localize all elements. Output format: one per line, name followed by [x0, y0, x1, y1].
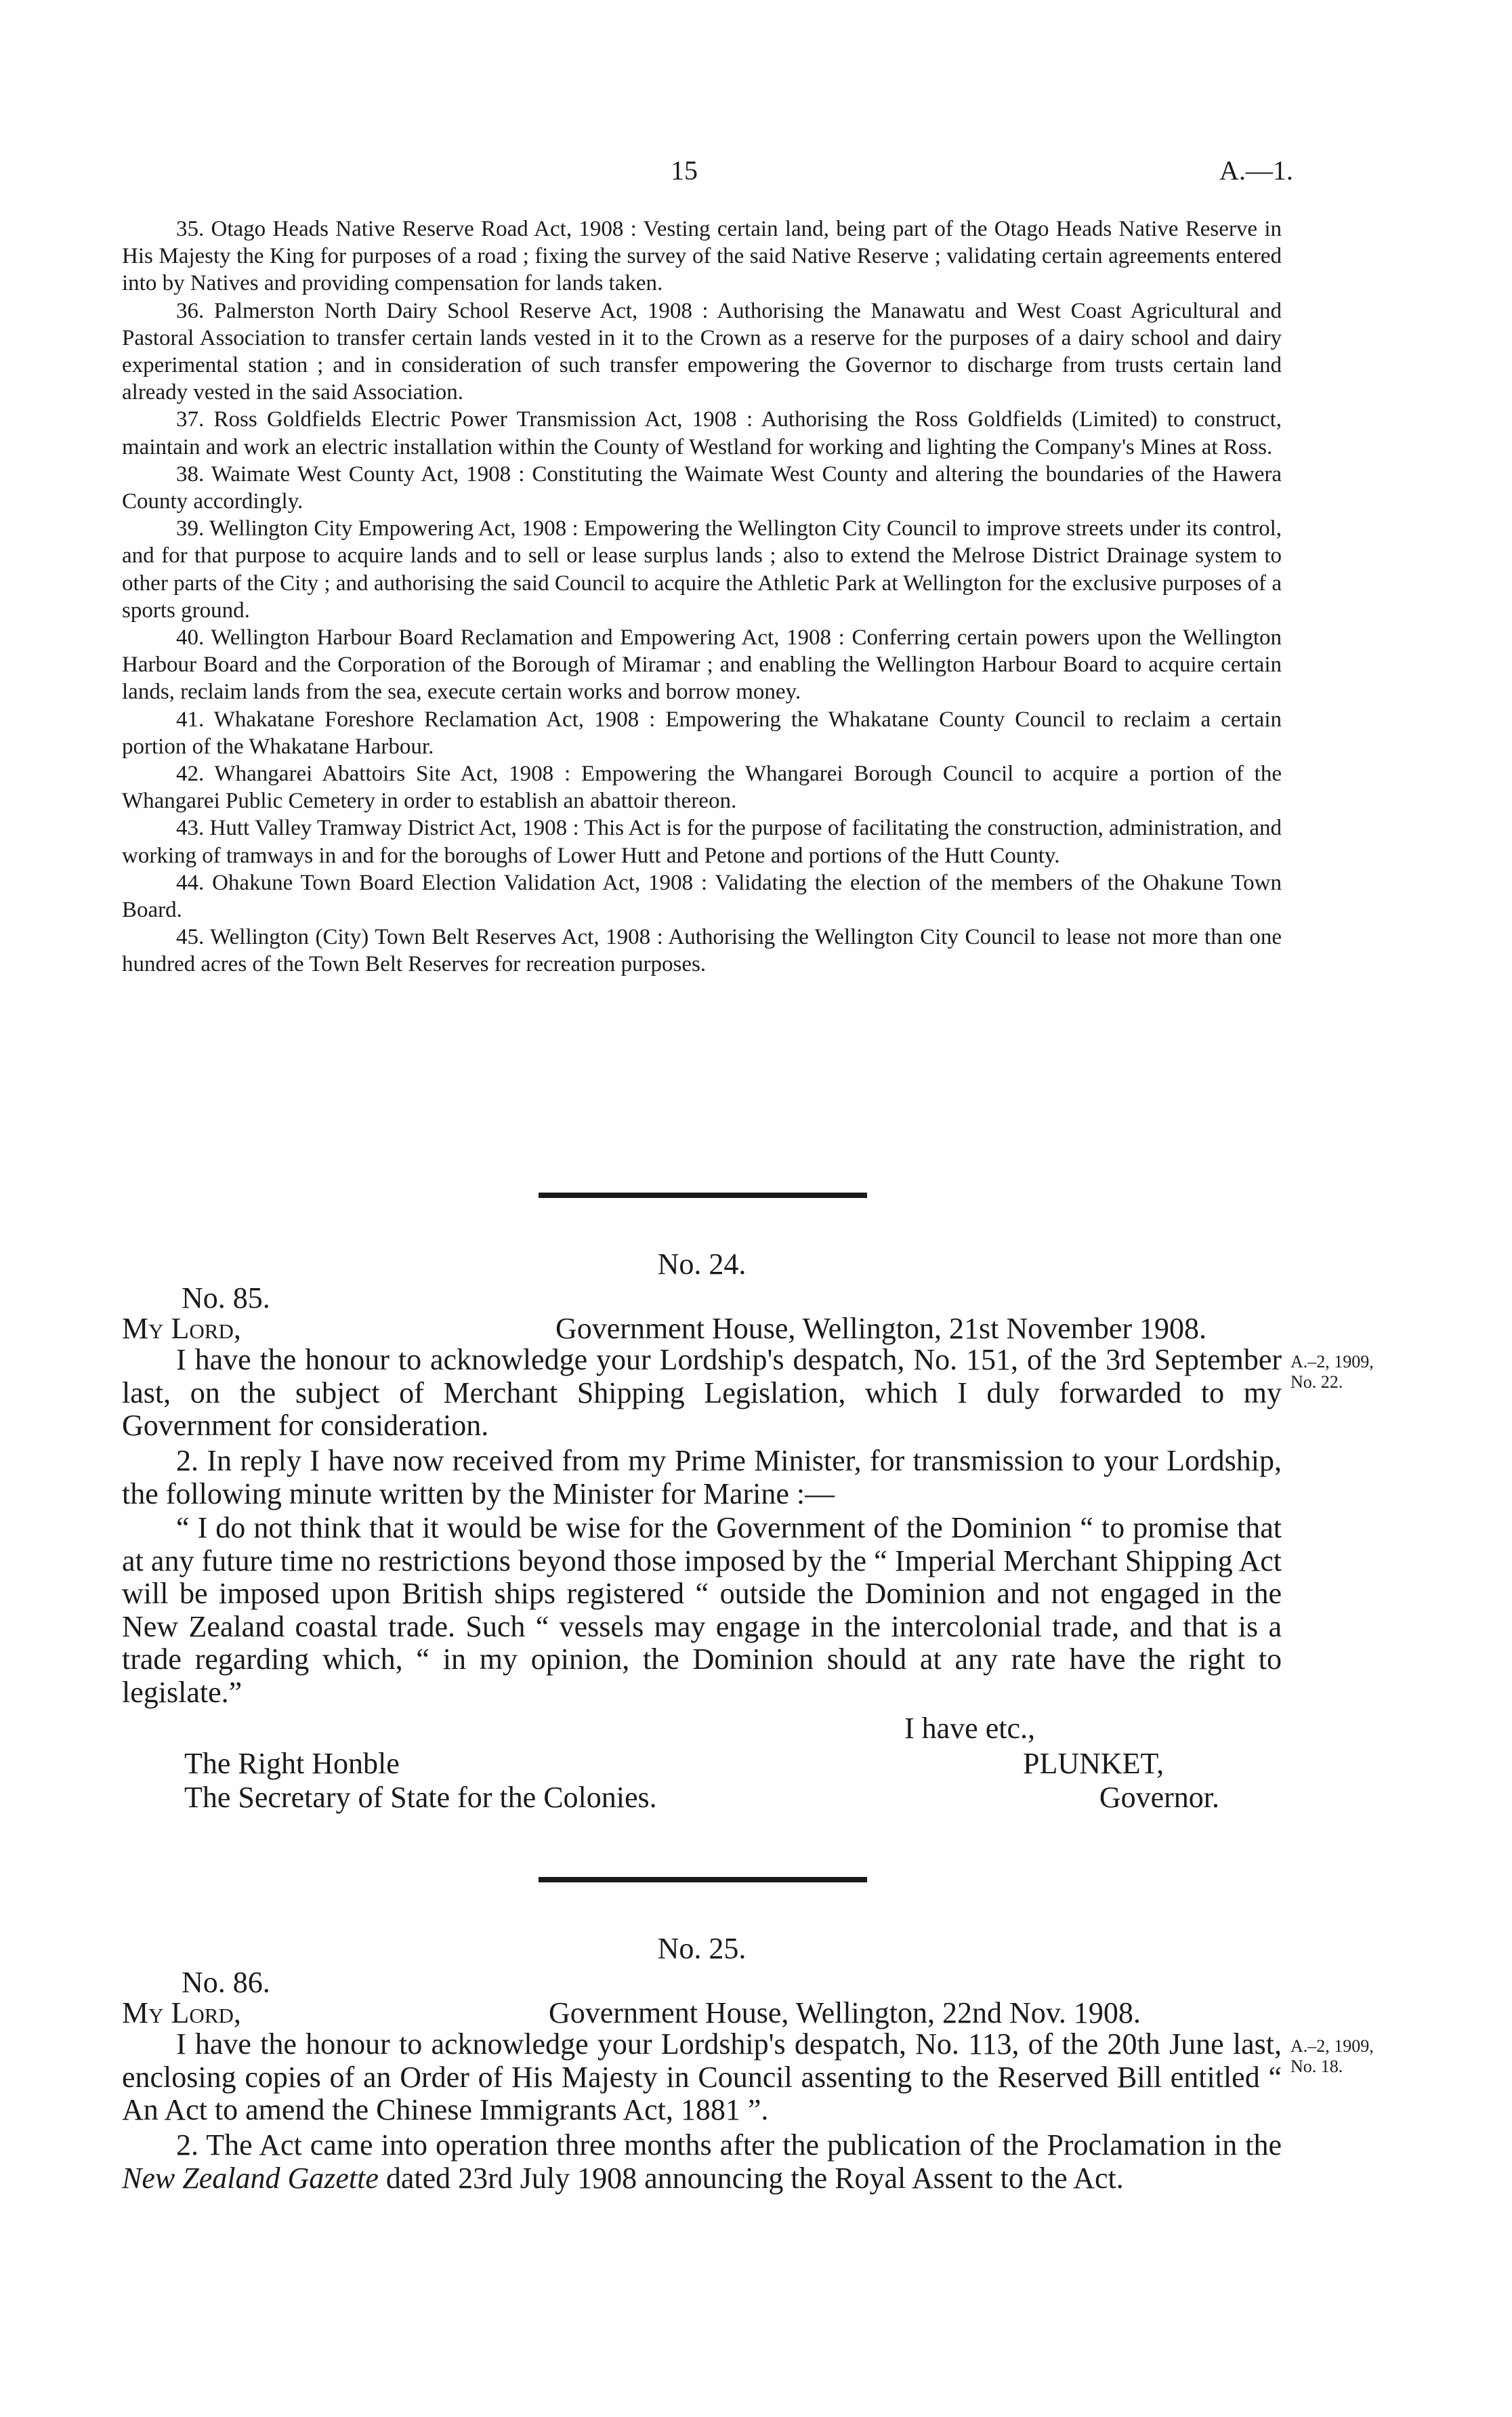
quoted-minute: “ I do not think that it would be wise for the Government of the Dominion “ to promise that at any future time no restrictions beyond those imposed by the “ Imperial Merchant Shipping Act will be imposed upon British ships registered “ outside the Dominion and not engaged in the New Zealand coastal trade. Such “ vessels may engage in the intercolonial trade, and that is a trade regarding which, “ in my opinion, the Dominion should at any rate have the right to legislate.”	[122, 1511, 1282, 1709]
margin-note-line: No. 22.	[1290, 1372, 1343, 1392]
section-divider	[539, 1877, 867, 1882]
margin-note-line: No. 18.	[1290, 2057, 1343, 2076]
letter-no-25	[122, 1931, 1374, 2284]
act-item: 39. Wellington City Empowering Act, 1908 : Empowering the Wellington City Council to improve streets under its control, and for that purpose to acquire lands and to sell or lease surplus lands ; also to extend the Melrose District Drainage system to other parts of the City ; and authorising the said Council to acquire the Athletic Park at Wellington for the exclusive purposes of a sports ground.	[122, 516, 1282, 623]
salutation: My Lord,	[122, 1312, 241, 1345]
act-item: 36. Palmerston North Dairy School Reserve Act, 1908 : Authorising the Manawatu and West Coast Agricultural and Pastoral Association to transfer certain lands vested in it to the Crown as a reserve for the purposes of a dairy school and dairy experimental station ; and in consideration of such transfer empowering the Governor to discharge from trusts certain land already vested in the said Association.	[122, 298, 1282, 405]
act-item: 43. Hutt Valley Tramway District Act, 1908 : This Act is for the purpose of facilitating the construction, administration, and working of tramways in and for the boroughs of Lower Hutt and Petone and portions of the Hutt County.	[122, 816, 1282, 868]
act-item: 42. Whangarei Abattoirs Site Act, 1908 : Empowering the Whangarei Borough Council to acquire a portion of the Whangarei Public Cemetery in order to establish an abattoir thereon.	[122, 762, 1282, 814]
acts-list	[122, 215, 1282, 978]
letter-heading: No. 25.	[657, 1932, 747, 1965]
paragraph-1: I have the honour to acknowledge your Lordship's despatch, No. 151, of the 3rd September last, on the subject of Merchant Shipping Legislation, which I duly forwarded to my Government for consideration.	[122, 1343, 1282, 1443]
page-number: 15	[671, 155, 698, 186]
paragraph-2-text: 2. The Act came into operation three months after the publication of the Proclamation in the	[176, 2128, 1282, 2162]
signature: PLUNKET,	[1023, 1747, 1164, 1780]
act-item: 40. Wellington Harbour Board Reclamation and Empowering Act, 1908 : Conferring certain powers upon the Wellington Harbour Board and the Corporation of the Borough of Miramar ; and enabling the Wellington Harbour Board to acquire certain lands, reclaim lands from the sea, execute certain works and borrow money.	[122, 625, 1282, 705]
paragraph-1: I have the honour to acknowledge your Lordship's despatch, No. 113, of the 20th June last, enclosing copies of an Order of His Majesty in Council assenting to the Reserved Bill entitled “ An Act to amend the Chinese Immigrants Act, 1881 ”.	[122, 2027, 1282, 2127]
message-number: No. 85.	[182, 1281, 270, 1315]
message-number: No. 86.	[182, 1966, 270, 1999]
signature-block	[962, 1747, 1219, 1815]
paragraph-2-text: dated 23rd July 1908 announcing the Royal Assent to the Act.	[378, 2161, 1124, 2195]
salutation: My Lord,	[122, 1996, 241, 2029]
signature-title: Governor.	[1099, 1781, 1219, 1814]
letter-heading: No. 24.	[657, 1247, 747, 1281]
addressee	[184, 1747, 657, 1815]
act-item: 37. Ross Goldfields Electric Power Transmission Act, 1908 : Authorising the Ross Goldfields (Limited) to construct, maintain and work an electric installation within the County of Westland for working and lighting the Company's Mines at Ross.	[122, 407, 1282, 459]
closing: I have etc.,	[904, 1712, 1035, 1745]
act-item: 45. Wellington (City) Town Belt Reserves Act, 1908 : Authorising the Wellington City Council to lease not more than one hundred acres of the Town Belt Reserves for recreation purposes.	[122, 925, 1282, 977]
place-date: Government House, Wellington, 22nd Nov. 1908.	[549, 1996, 1141, 2029]
place-date: Government House, Wellington, 21st November 1908.	[555, 1312, 1207, 1345]
margin-note-line: A.–2, 1909,	[1290, 2036, 1374, 2056]
act-item: 35. Otago Heads Native Reserve Road Act, 1908 : Vesting certain land, being part of the Otago Heads Native Reserve in His Majesty the King for purposes of a road ; fixing the survey of the said Native Reserve ; validating certain agreements entered into by Natives and providing compensation for lands taken.	[122, 217, 1282, 296]
addressee-line: The Right Honble	[184, 1747, 400, 1780]
section-divider	[539, 1193, 867, 1198]
act-item: 44. Ohakune Town Board Election Validation Act, 1908 : Validating the election of the members of the Ohakune Town Board.	[122, 870, 1282, 923]
gazette-title: New Zealand Gazette	[122, 2161, 379, 2195]
paragraph-2	[122, 2129, 1282, 2195]
margin-note	[1290, 1352, 1374, 1392]
act-item: 38. Waimate West County Act, 1908 : Constituting the Waimate West County and altering the boundaries of the Hawera County accordingly.	[122, 461, 1282, 514]
margin-note	[1290, 2036, 1374, 2077]
paragraph-2: 2. In reply I have now received from my Prime Minister, for transmission to your Lordship, the following minute written by the Minister for Marine :—	[122, 1444, 1282, 1510]
act-item: 41. Whakatane Foreshore Reclamation Act, 1908 : Empowering the Whakatane County Council to reclaim a certain portion of the Whakatane Harbour.	[122, 707, 1282, 759]
margin-note-line: A.–2, 1909,	[1290, 1352, 1374, 1371]
addressee-line: The Secretary of State for the Colonies.	[184, 1781, 657, 1814]
document-reference: A.—1.	[1219, 155, 1293, 186]
letter-no-24	[122, 1247, 1374, 1857]
